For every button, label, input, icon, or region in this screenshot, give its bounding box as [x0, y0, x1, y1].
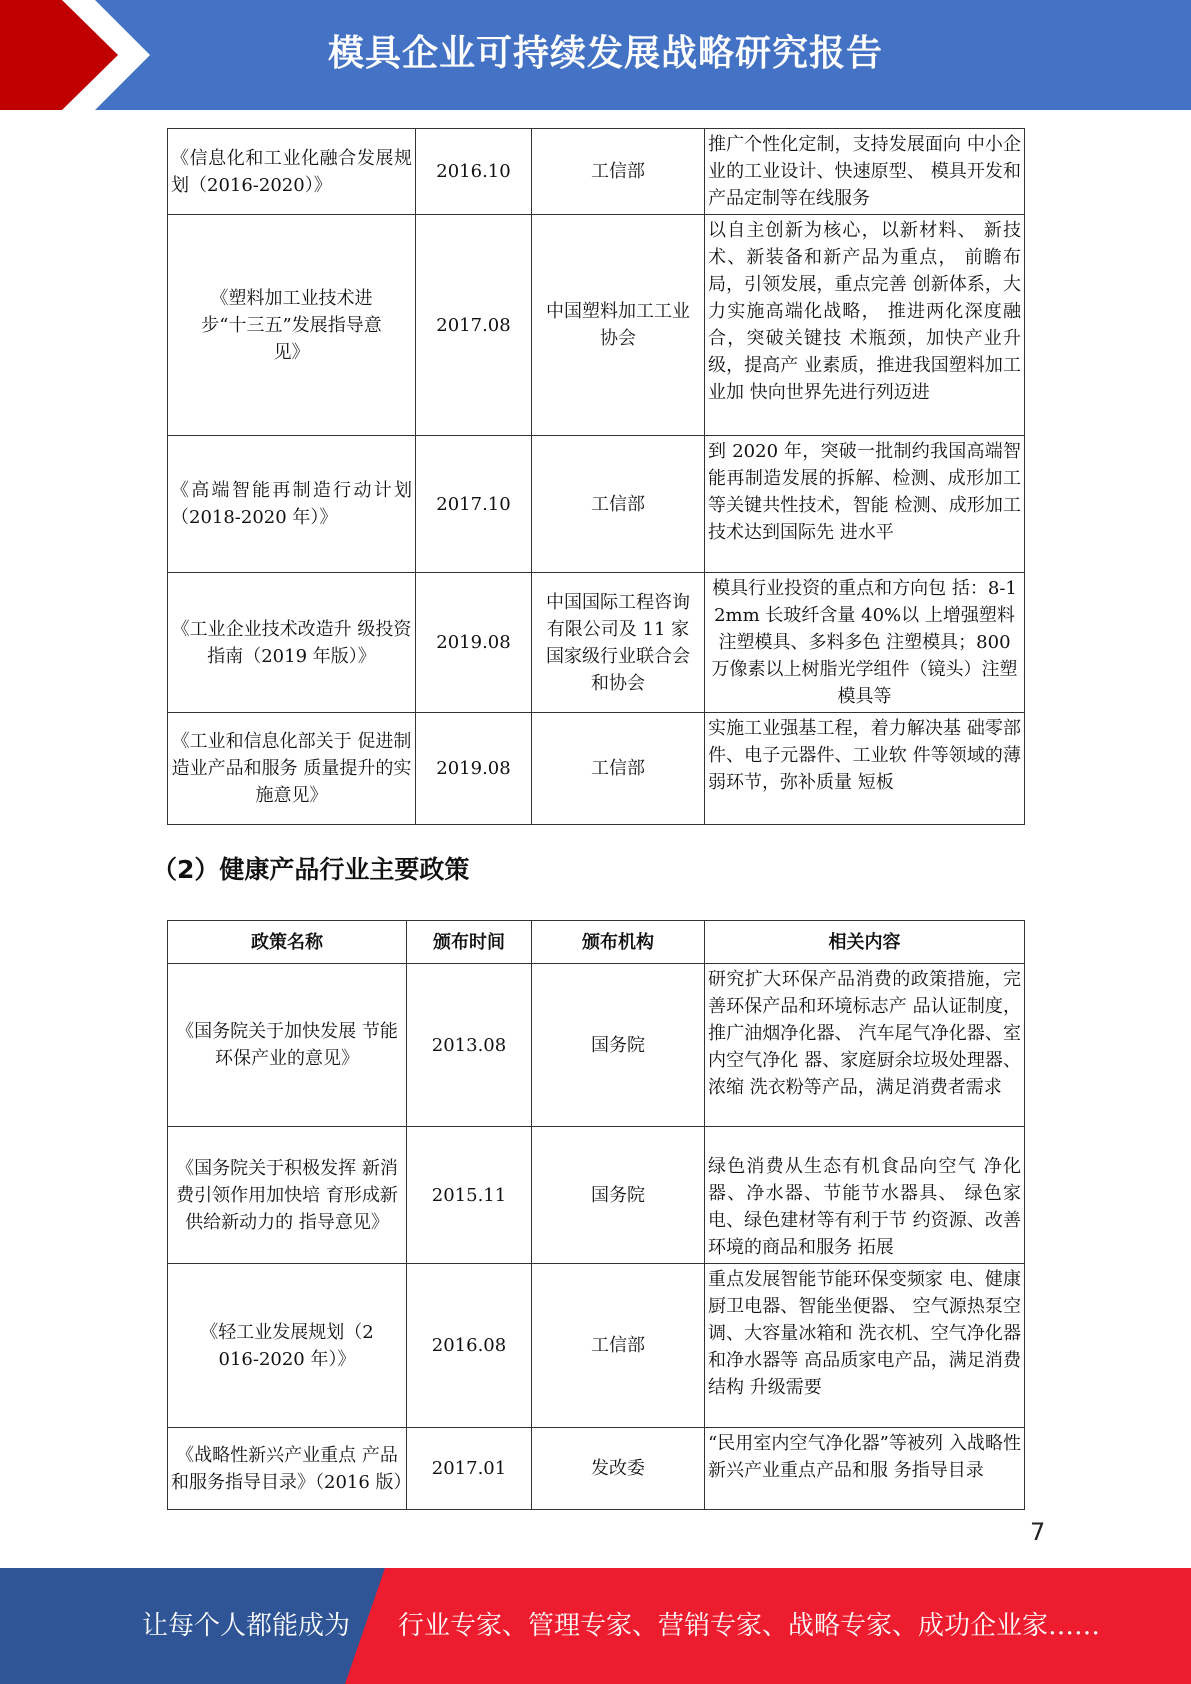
- policy-content: “民用室内空气净化器”等被列 入战略性新兴产业重点产品和服 务指导目录: [705, 1428, 1025, 1510]
- column-header: 政策名称: [168, 921, 407, 964]
- policy-date: 2016.10: [416, 129, 532, 215]
- policy-name: 《国务院关于加快发展 节能环保产业的意见》: [168, 964, 407, 1127]
- policy-date: 2017.10: [416, 436, 532, 573]
- policy-content: 研究扩大环保产品消费的政策措施，完善环保产品和环境标志产 品认证制度，推广油烟净化器、 汽车尾气净化器、室内空气净化 器、家庭厨余垃圾处理器、浓缩 洗衣粉等产品，满足消费者需求: [705, 964, 1025, 1127]
- table-row: [168, 436, 1025, 573]
- policy-org: 发改委: [532, 1428, 705, 1510]
- policy-name: 《工业企业技术改造升 级投资指南（2019 年版）》: [168, 573, 416, 713]
- policy-name: 《轻工业发展规划（2016-2020 年）》: [168, 1264, 407, 1428]
- table-row: [168, 1428, 1025, 1510]
- health-policy-table: [167, 920, 1025, 1510]
- page-number: 7: [1030, 1518, 1046, 1546]
- policy-content: 推广个性化定制，支持发展面向 中小企业的工业设计、快速原型、 模具开发和产品定制等在线服务: [705, 129, 1025, 215]
- policy-content: 以自主创新为核心，以新材料、 新技术、新装备和新产品为重点， 前瞻布局，引领发展，重点完善 创新体系，大力实施高端化战略， 推进两化深度融合，突破关键技 术瓶颈，加快产业升级，提高产 业素质，推进我国塑料加工业加 快向世界先进行列迈进: [705, 215, 1025, 436]
- mold-policy-table: [167, 128, 1025, 825]
- footer-slogan-right: 行业专家、管理专家、营销专家、战略专家、成功企业家……: [398, 1611, 1101, 1641]
- policy-content: 实施工业强基工程，着力解决基 础零部件、电子元器件、工业软 件等领域的薄弱环节，弥补质量 短板: [705, 713, 1025, 825]
- column-header: 相关内容: [705, 921, 1025, 964]
- policy-name: 《塑料加工业技术进步“十三五”发展指导意见》: [168, 215, 416, 436]
- table-row: [168, 1264, 1025, 1428]
- policy-org: 工信部: [532, 713, 705, 825]
- policy-name: 《高端智能再制造行动计划（2018-2020 年）》: [168, 436, 416, 573]
- policy-org: 国务院: [532, 964, 705, 1127]
- policy-org: 国务院: [532, 1127, 705, 1264]
- policy-date: 2017.01: [407, 1428, 532, 1510]
- table-header-row: [168, 921, 1025, 964]
- footer-slogan-left: 让每个人都能成为: [142, 1611, 351, 1641]
- policy-org: 工信部: [532, 1264, 705, 1428]
- policy-date: 2016.08: [407, 1264, 532, 1428]
- table-row: [168, 964, 1025, 1127]
- policy-date: 2019.08: [416, 713, 532, 825]
- policy-date: 2015.11: [407, 1127, 532, 1264]
- policy-name: 《战略性新兴产业重点 产品和服务指导目录》（2016 版）: [168, 1428, 407, 1510]
- policy-org: 中国国际工程咨询有限公司及 11 家国家级行业联合会和协会: [532, 573, 705, 713]
- table-row: [168, 573, 1025, 713]
- policy-name: 《信息化和工业化融合发展规划（2016-2020）》: [168, 129, 416, 215]
- policy-content: 绿色消费从生态有机食品向空气 净化器、净水器、节能节水器具、 绿色家电、绿色建材等有利于节 约资源、改善环境的商品和服务 拓展: [705, 1127, 1025, 1264]
- table-row: [168, 713, 1025, 825]
- policy-content: 到 2020 年，突破一批制约我国高端智能再制造发展的拆解、检测、成形加工等关键共性技术，智能 检测、成形加工技术达到国际先 进水平: [705, 436, 1025, 573]
- table-row: [168, 129, 1025, 215]
- section-heading: （2）健康产品行业主要政策: [152, 855, 470, 884]
- policy-org: 中国塑料加工工业协会: [532, 215, 705, 436]
- policy-date: 2013.08: [407, 964, 532, 1127]
- page-footer: [0, 1568, 1191, 1684]
- column-header: 颁布时间: [407, 921, 532, 964]
- policy-date: 2019.08: [416, 573, 532, 713]
- policy-content: 模具行业投资的重点和方向包 括：8-12mm 长玻纤含量 40%以 上增强塑料注塑模具、多料多色 注塑模具；800 万像素以上树脂光学组件（镜头）注塑模具等: [705, 573, 1025, 713]
- report-title: 模具企业可持续发展战略研究报告: [327, 33, 883, 74]
- page-header: [0, 0, 1191, 110]
- policy-org: 工信部: [532, 129, 705, 215]
- policy-content: 重点发展智能节能环保变频家 电、健康厨卫电器、智能坐便器、 空气源热泵空调、大容量冰箱和 洗衣机、空气净化器和净水器等 高品质家电产品，满足消费结构 升级需要: [705, 1264, 1025, 1428]
- policy-org: 工信部: [532, 436, 705, 573]
- policy-name: 《工业和信息化部关于 促进制造业产品和服务 质量提升的实施意见》: [168, 713, 416, 825]
- column-header: 颁布机构: [532, 921, 705, 964]
- policy-name: 《国务院关于积极发挥 新消费引领作用加快培 育形成新供给新动力的 指导意见》: [168, 1127, 407, 1264]
- table-row: [168, 1127, 1025, 1264]
- policy-date: 2017.08: [416, 215, 532, 436]
- table-row: [168, 215, 1025, 436]
